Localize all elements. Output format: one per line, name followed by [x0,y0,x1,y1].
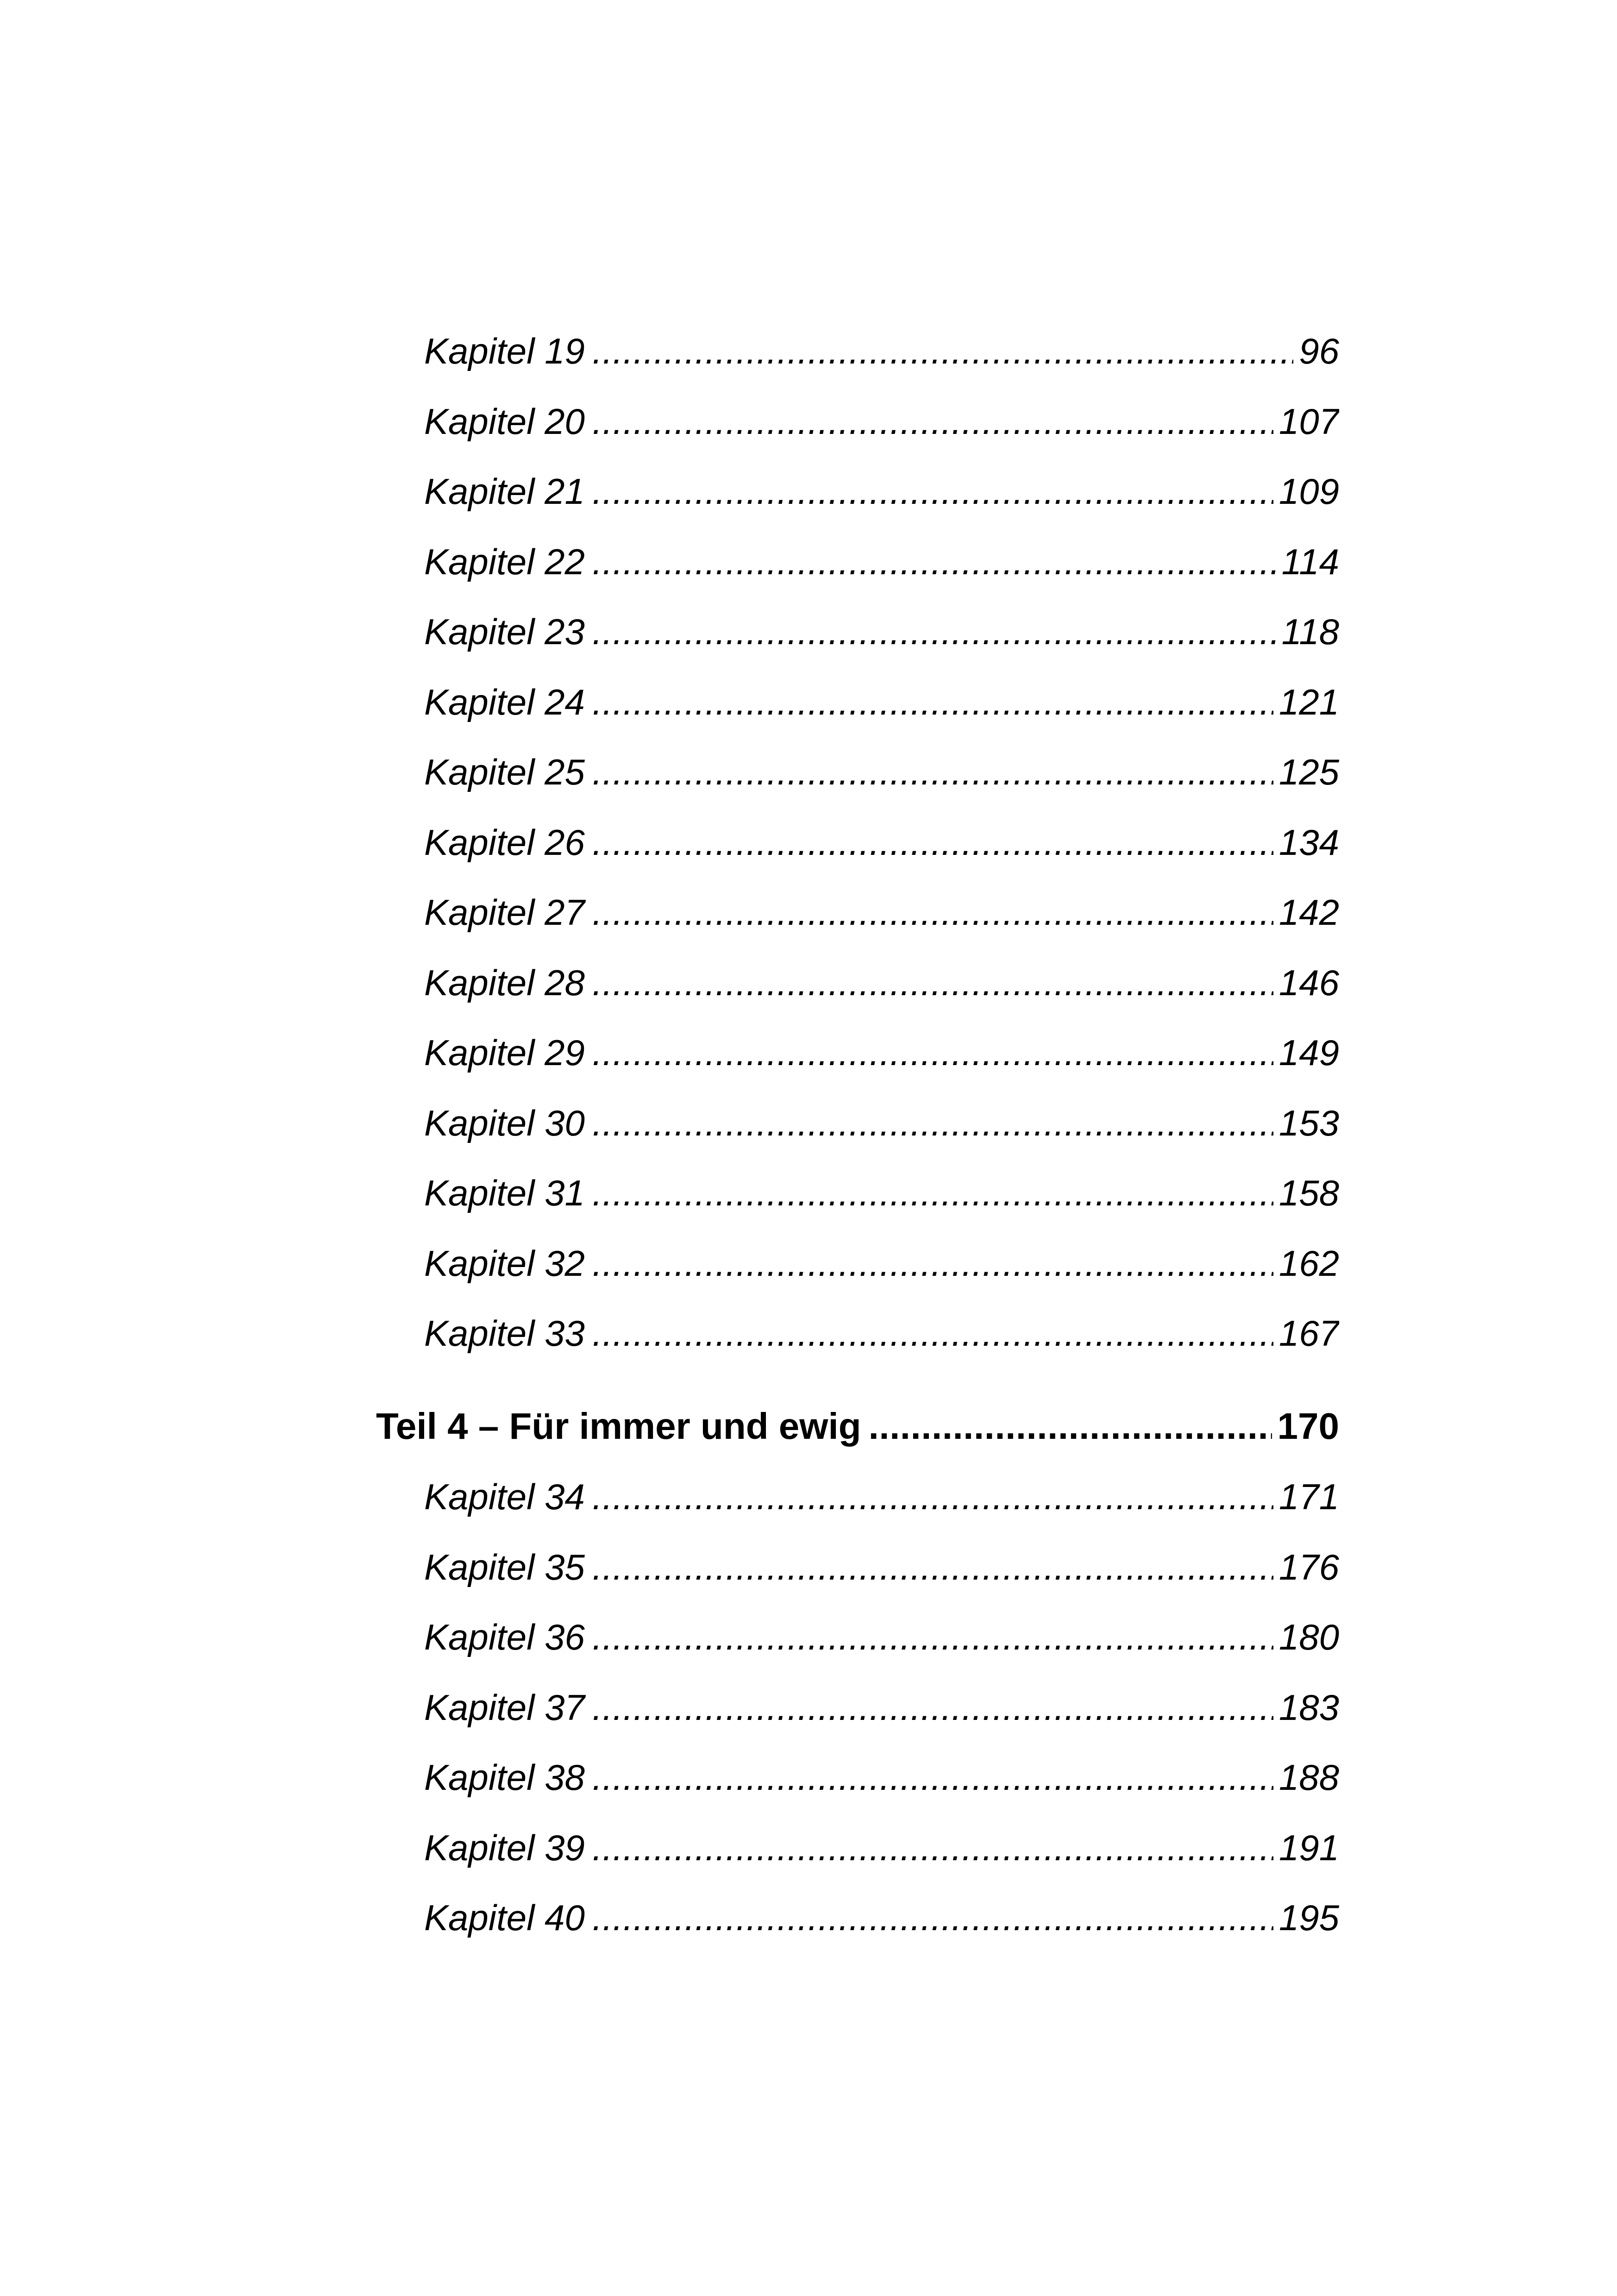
toc-entry-page: 149 [1279,1032,1339,1073]
toc-entry-kapitel-35[interactable] [424,1544,1339,1590]
toc-entry-page: 195 [1279,1897,1339,1938]
dot-leader [592,1240,1273,1286]
toc-entry-page: 176 [1279,1547,1339,1587]
toc-entry-page: 162 [1279,1243,1339,1284]
dot-leader [592,1474,1273,1520]
dot-leader [592,1684,1273,1731]
toc-entry-kapitel-20[interactable] [424,398,1339,445]
toc-entry-page: 180 [1279,1617,1339,1657]
toc-entry-kapitel-29[interactable] [424,1029,1339,1076]
toc-entry-page: 134 [1279,822,1339,863]
dot-leader [592,960,1273,1006]
toc-entry-page: 109 [1279,471,1339,512]
toc-entry-title: Kapitel 30 [424,1103,585,1143]
toc-entry-title: Kapitel 22 [424,541,585,582]
dot-leader [592,468,1273,514]
toc-entry-title: Kapitel 28 [424,962,585,1003]
toc-entry-page: 125 [1279,752,1339,792]
toc-entry-page: 171 [1279,1476,1339,1517]
toc-entry-title: Kapitel 39 [424,1827,585,1868]
dot-leader [869,1403,1272,1449]
toc-entry-title: Kapitel 19 [424,331,585,371]
dot-leader [592,328,1293,374]
toc-entry-kapitel-22[interactable] [424,539,1339,585]
dot-leader [592,1170,1273,1216]
toc-entry-title: Kapitel 36 [424,1617,585,1657]
dot-leader [592,1100,1273,1146]
toc-entry-page: 114 [1281,541,1339,582]
dot-leader [592,889,1273,935]
toc-entry-page: 146 [1279,962,1339,1003]
dot-leader [592,398,1273,445]
toc-entry-title: Kapitel 23 [424,611,585,652]
toc-part-title: Teil 4 – Für immer und ewig [376,1405,861,1447]
toc-entry-title: Kapitel 33 [424,1313,585,1354]
toc-entry-page: 183 [1279,1687,1339,1728]
toc-entry-teil-4[interactable] [376,1403,1339,1449]
toc-entry-page: 107 [1279,401,1339,442]
dot-leader [592,609,1276,655]
toc-entry-title: Kapitel 27 [424,892,585,933]
toc-entry-page: 142 [1279,892,1339,933]
toc-entry-title: Kapitel 31 [424,1173,585,1213]
toc-entry-kapitel-34[interactable] [424,1474,1339,1520]
toc-entry-title: Kapitel 25 [424,752,585,792]
dot-leader [592,819,1273,866]
dot-leader [592,1614,1273,1660]
dot-leader [592,1310,1273,1356]
toc-entry-title: Kapitel 38 [424,1757,585,1798]
toc-entry-page: 158 [1279,1173,1339,1213]
toc-entry-kapitel-31[interactable] [424,1170,1339,1216]
dot-leader [592,1895,1273,1941]
toc-entry-title: Kapitel 21 [424,471,585,512]
dot-leader [592,1029,1273,1076]
toc-entry-kapitel-28[interactable] [424,960,1339,1006]
dot-leader [592,539,1276,585]
toc-entry-kapitel-24[interactable] [424,679,1339,725]
toc-entry-page: 153 [1279,1103,1339,1143]
toc-entry-title: Kapitel 26 [424,822,585,863]
dot-leader [592,679,1273,725]
toc-entry-page: 121 [1279,682,1339,722]
toc-entry-kapitel-30[interactable] [424,1100,1339,1146]
toc-entry-kapitel-39[interactable] [424,1825,1339,1871]
toc-entry-kapitel-25[interactable] [424,749,1339,795]
toc-part-page: 170 [1277,1405,1339,1447]
toc-entry-kapitel-38[interactable] [424,1754,1339,1800]
toc-entry-page: 118 [1281,611,1339,652]
toc-entry-page: 96 [1299,331,1339,371]
toc-entry-kapitel-37[interactable] [424,1684,1339,1731]
toc-entry-kapitel-36[interactable] [424,1614,1339,1660]
toc-entry-title: Kapitel 34 [424,1476,585,1517]
toc-entry-title: Kapitel 37 [424,1687,585,1728]
toc-entry-title: Kapitel 40 [424,1897,585,1938]
dot-leader [592,1754,1273,1800]
toc-entry-kapitel-26[interactable] [424,819,1339,866]
toc-entry-kapitel-21[interactable] [424,468,1339,514]
toc-entry-kapitel-19[interactable] [424,328,1339,374]
toc-entry-page: 167 [1279,1313,1339,1354]
toc-entry-title: Kapitel 24 [424,682,585,722]
toc-entry-title: Kapitel 32 [424,1243,585,1284]
toc-entry-title: Kapitel 20 [424,401,585,442]
dot-leader [592,749,1273,795]
toc-entry-kapitel-33[interactable] [424,1310,1339,1356]
dot-leader [592,1544,1273,1590]
toc-entry-kapitel-32[interactable] [424,1240,1339,1286]
toc-entry-kapitel-40[interactable] [424,1895,1339,1941]
toc-entry-kapitel-27[interactable] [424,889,1339,935]
toc-entry-kapitel-23[interactable] [424,609,1339,655]
toc-entry-page: 191 [1279,1827,1339,1868]
dot-leader [592,1825,1273,1871]
toc-entry-page: 188 [1279,1757,1339,1798]
toc-entry-title: Kapitel 29 [424,1032,585,1073]
toc-entry-title: Kapitel 35 [424,1547,585,1587]
